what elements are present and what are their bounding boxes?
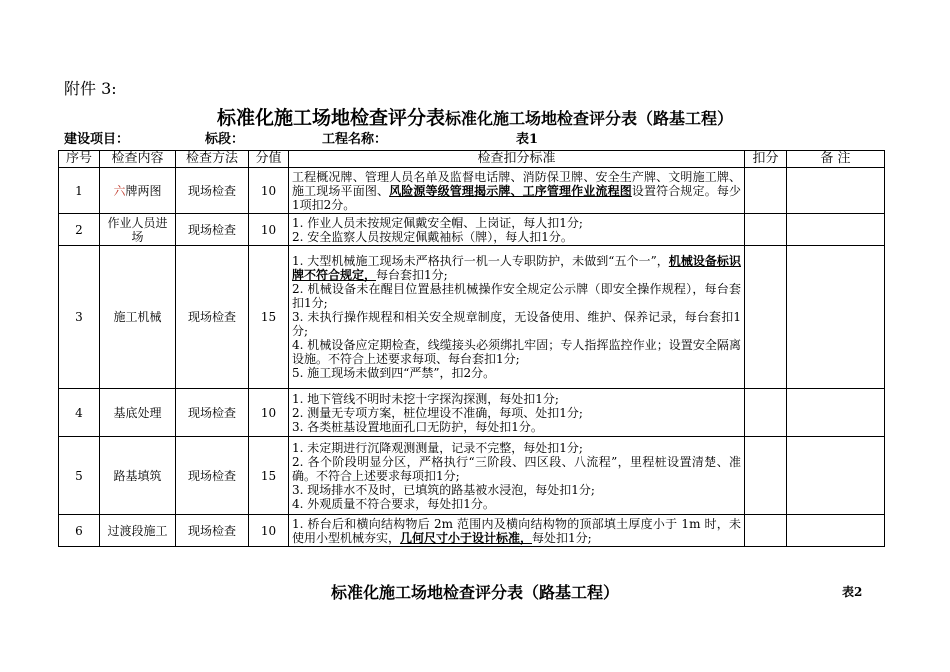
- criteria-line: 2. 安全监察人员按规定佩戴袖标（牌），每人扣1分。: [292, 229, 573, 244]
- table-row: [59, 168, 885, 214]
- document-title: [0, 103, 950, 130]
- criteria-line: 3. 现场排水不及时，已填筑的路基被水浸泡，每处扣1分;: [292, 482, 595, 497]
- row-remarks: [787, 389, 885, 437]
- header-content: 检查内容: [100, 151, 176, 168]
- table2-number: 表2: [842, 585, 863, 599]
- table-row: [59, 389, 885, 437]
- row-deduction: [745, 389, 787, 437]
- row-criteria: [289, 214, 745, 246]
- criteria-line: 3. 各类桩基设置地面孔口无防护，每处扣1分。: [292, 419, 543, 434]
- criteria-line: 1. 未定期进行沉降观测测量，记录不完整，每处扣1分;: [292, 440, 583, 455]
- row-no: 5: [59, 437, 100, 515]
- row-deduction: [745, 214, 787, 246]
- criteria-line: 2. 机械设备未在醒目位置悬挂机械操作安全规定公示牌（即安全操作规程），每台套扣1分;: [292, 282, 741, 310]
- criteria-line: 1. 地下管线不明时未挖十字探沟探测，每处扣1分;: [292, 391, 559, 406]
- criteria-text: 每处扣1分;: [532, 530, 592, 545]
- row-score: 10: [249, 168, 289, 214]
- row-method: 现场检查: [176, 214, 249, 246]
- criteria-emphasis: 风险源等级管理揭示牌、工序管理作业流程图: [389, 183, 632, 198]
- header-method: 检查方法: [176, 151, 249, 168]
- row-criteria: [289, 515, 745, 547]
- criteria-line: 3. 未执行操作规程和相关安全规章制度，无设备使用、维护、保养记录，每台套扣1分;: [292, 310, 741, 338]
- row-method: 现场检查: [176, 437, 249, 515]
- criteria-line: [292, 254, 741, 282]
- header-score: 分值: [249, 151, 289, 168]
- criteria-line: 5. 施工现场未做到四“严禁”，扣2分。: [292, 366, 496, 380]
- row-score: 10: [249, 214, 289, 246]
- project-label: 建设项目：: [64, 132, 130, 147]
- row-content: 过渡段施工: [100, 515, 176, 547]
- header-no: 序号: [59, 151, 100, 168]
- criteria-text: 每台套扣1分;: [376, 268, 448, 282]
- header-criteria: 检查扣分标准: [289, 151, 745, 168]
- row-no: 6: [59, 515, 100, 547]
- table-row: [59, 246, 885, 389]
- row-deduction: [745, 437, 787, 515]
- criteria-text: 1. 大型机械施工现场未严格执行一机一人专职防护，未做到“五个一”，: [292, 254, 669, 268]
- row-method: 现场检查: [176, 389, 249, 437]
- criteria-line: 2. 各个阶段明显分区，严格执行“三阶段、四区段、八流程”，里程桩设置清楚、准确。不符合上述要求每项扣1分;: [292, 454, 741, 483]
- row-no: 4: [59, 389, 100, 437]
- row-content: 基底处理: [100, 389, 176, 437]
- row-method: 现场检查: [176, 246, 249, 389]
- table-header-row: [59, 151, 885, 168]
- table2-title: 标准化施工场地检查评分表（路基工程）: [330, 583, 619, 602]
- row-content-text: 牌两图: [125, 183, 162, 198]
- row-content: 路基填筑: [100, 437, 176, 515]
- row-content-red: 六: [113, 183, 126, 198]
- table-number: 表1: [516, 132, 539, 147]
- row-remarks: [787, 437, 885, 515]
- section-label: 标段：: [205, 132, 245, 147]
- attachment-label: 附件 3:: [64, 79, 117, 98]
- row-no: 3: [59, 246, 100, 389]
- row-criteria: [289, 246, 745, 389]
- row-score: 10: [249, 389, 289, 437]
- row-remarks: [787, 246, 885, 389]
- criteria-line: 4. 机械设备应定期检查，线缆接头必须绑扎牢固；专人指挥监控作业；设置安全隔离设施。不符合上述要求每项、每台套扣1分;: [292, 338, 741, 366]
- title-small: 标准化施工场地检查评分表（路基工程）: [445, 109, 734, 128]
- row-score: 15: [249, 246, 289, 389]
- row-remarks: [787, 515, 885, 547]
- row-remarks: [787, 214, 885, 246]
- criteria-emphasis: 几何尺寸小于设计标准，: [400, 530, 533, 545]
- row-method: 现场检查: [176, 168, 249, 214]
- header-remarks: 备 注: [787, 151, 885, 168]
- row-content: [100, 168, 176, 214]
- row-score: 15: [249, 437, 289, 515]
- row-no: 2: [59, 214, 100, 246]
- row-no: 1: [59, 168, 100, 214]
- row-criteria: [289, 168, 745, 214]
- row-deduction: [745, 168, 787, 214]
- criteria-text: 工程概况牌、管理人员名单及监督电话牌、消防保卫牌、安全生产牌、文明施工牌、施工现场平面图、: [292, 169, 741, 198]
- criteria-line: 4. 外观质量不符合要求，每处扣1分。: [292, 496, 495, 511]
- row-criteria: [289, 389, 745, 437]
- header-deduction: 扣分: [745, 151, 787, 168]
- criteria-line: 2. 测量无专项方案，桩位埋设不准确，每项、处扣1分;: [292, 405, 583, 420]
- table-row: [59, 515, 885, 547]
- project-name-label: 工程名称：: [322, 132, 388, 147]
- row-deduction: [745, 515, 787, 547]
- table-row: [59, 437, 885, 515]
- criteria-line: 1. 作业人员未按规定佩戴安全帽、上岗证，每人扣1分;: [292, 215, 583, 230]
- criteria-text: 1. 桥台后和横向结构物后 2m 范围内及横向结构物的顶部填土厚度小于 1m 时，未使用小型机械夯实，: [292, 516, 741, 545]
- criteria-emphasis: 机械设备标识牌不符合规定，: [292, 254, 741, 282]
- table-row: [59, 214, 885, 246]
- row-content: 作业人员进场: [100, 214, 176, 246]
- row-content: 施工机械: [100, 246, 176, 389]
- row-method: 现场检查: [176, 515, 249, 547]
- title-large: 标准化施工场地检查评分表: [216, 107, 445, 129]
- row-deduction: [745, 246, 787, 389]
- criteria-text: 设置符合规定。每少1项扣2分。: [292, 183, 741, 212]
- row-criteria: [289, 437, 745, 515]
- row-score: 10: [249, 515, 289, 547]
- score-table: [58, 150, 885, 547]
- row-remarks: [787, 168, 885, 214]
